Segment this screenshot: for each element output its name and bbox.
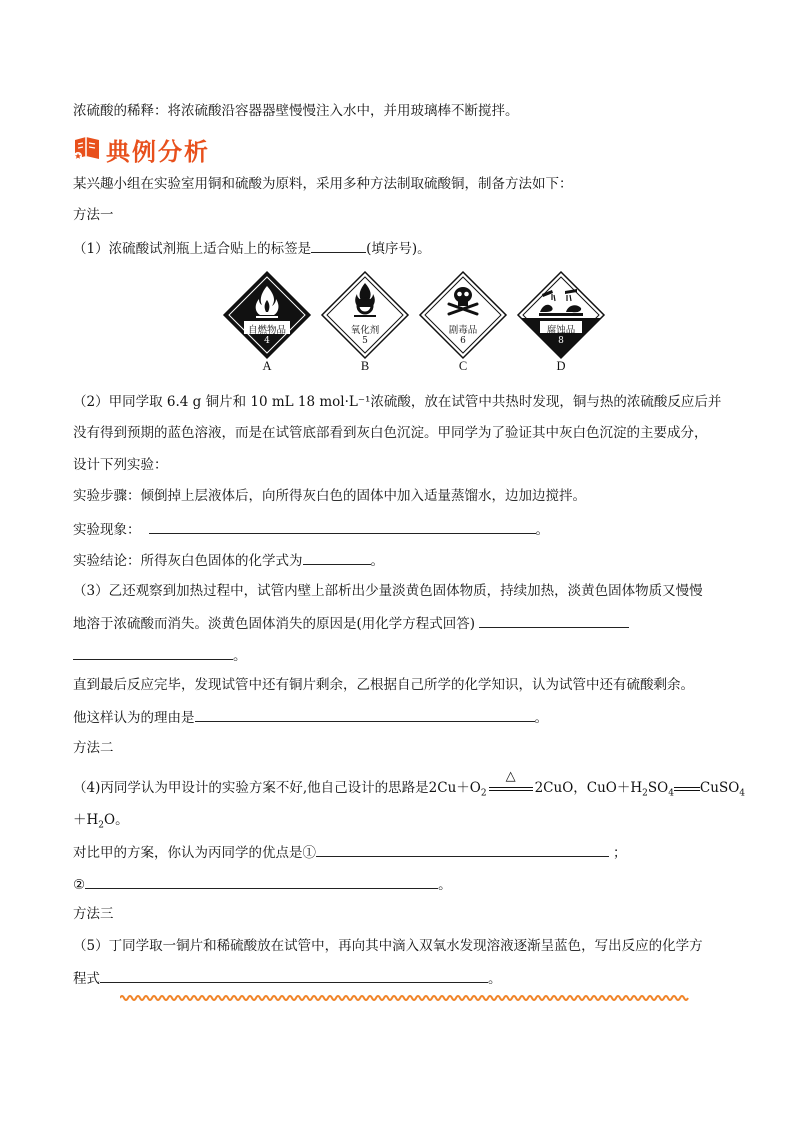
method2-label: 方法二: [73, 740, 114, 756]
book-icon: [72, 135, 102, 163]
q3-line5-text: 他这样认为的理由是: [73, 710, 195, 726]
sign-b-diamond: [320, 270, 410, 360]
sign-a[interactable]: [222, 270, 312, 380]
phenomenon-label: 实验现象：: [73, 522, 141, 538]
advantage-2-blank[interactable]: [85, 873, 438, 889]
phenomenon-period: 。: [535, 522, 549, 538]
q3-period-1: 。: [233, 648, 247, 664]
q2-phenomenon: [73, 518, 549, 540]
sign-d-letter: D: [556, 359, 566, 373]
sign-c-number: 6: [460, 336, 466, 346]
q4-advantage2: [73, 873, 452, 895]
q4-lead: （4)丙同学认为甲设计的实验方案不好,他自己设计的思路是: [73, 780, 429, 796]
sign-d-number: 8: [558, 336, 564, 346]
problem-intro: 某兴趣小组在实验室用铜和硫酸为原料，采用多种方法制取硫酸铜，制备方法如下：: [73, 176, 573, 192]
q4-line1: [73, 768, 745, 804]
sign-b[interactable]: [320, 270, 410, 380]
conclusion-blank[interactable]: [303, 549, 371, 565]
q3-reason-blank[interactable]: [195, 706, 535, 722]
question-1: [73, 237, 431, 259]
q2-conclusion: [73, 549, 384, 571]
section-title: 典例分析: [106, 137, 210, 166]
sign-a-number: 4: [264, 336, 270, 346]
eq2-product: CuSO$_4$: [699, 780, 745, 799]
sign-b-number: 5: [362, 336, 368, 346]
q5-period: 。: [488, 971, 502, 987]
q3-line1: （3）乙还观察到加热过程中，试管内壁上部析出少量淡黄色固体物质，持续加热，淡黄色固体物质又慢慢: [73, 583, 703, 599]
sign-c[interactable]: [418, 270, 508, 380]
q4-compare: [73, 841, 627, 863]
q2-step: 实验步骤：倾倒掉上层液体后，向所得灰白色的固体中加入适量蒸馏水，边加边搅拌。: [73, 488, 586, 504]
circle-2: ②: [73, 877, 86, 893]
sign-d-text: 腐蚀品: [546, 325, 576, 336]
q3-blank-2[interactable]: [73, 644, 233, 660]
q2-line3: 设计下列实验：: [73, 457, 168, 473]
q1-answer-blank[interactable]: [311, 237, 366, 253]
q1-suffix: (填序号)。: [366, 241, 431, 257]
phenomenon-blank[interactable]: [149, 518, 536, 534]
q2-line1: （2）甲同学取 6.4 g 铜片和 10 mL 18 mol·L⁻¹浓硫酸，放在试管中共热时发现，铜与热的浓硫酸反应后并: [73, 394, 722, 410]
sign-c-diamond: [418, 270, 508, 360]
q3-line2-text: 地溶于浓硫酸而消失。淡黄色固体消失的原因是(用化学方程式回答): [73, 616, 476, 632]
advantage-1-blank[interactable]: [316, 841, 609, 857]
sign-d[interactable]: [516, 270, 606, 380]
hazard-signs: [222, 270, 612, 380]
sign-a-text: 自燃物品: [247, 325, 286, 336]
wave-divider: [120, 993, 690, 1003]
q3-blank-1[interactable]: [479, 612, 629, 628]
intro-text: 浓硫酸的稀释：将浓硫酸沿容器器壁慢慢注入水中，并用玻璃棒不断搅拌。: [73, 103, 519, 119]
q3-period-2: 。: [534, 710, 548, 726]
delta-symbol: △: [505, 768, 516, 784]
q2-line2: 没有得到预期的蓝色溶液，而是在试管底部看到灰白色沉淀。甲同学为了验证其中灰白色沉淀的主要成分，: [73, 425, 708, 441]
q4-line2: $+H_2O$。: [73, 812, 129, 831]
q5-line2-text: 程式: [73, 971, 100, 987]
sign-c-letter: C: [458, 359, 468, 373]
q3-line5: [73, 706, 548, 728]
sign-c-text: 剧毒品: [448, 325, 478, 336]
conclusion-period: 。: [370, 553, 384, 569]
eq1-left: $2Cu+O_2$: [428, 780, 487, 799]
advantage-2-period: 。: [438, 877, 452, 893]
sign-d-diamond: [516, 270, 606, 360]
heat-arrow: [489, 768, 533, 796]
conclusion-label: 实验结论：所得灰白色固体的化学式为: [73, 553, 303, 569]
q5-equation-blank[interactable]: [100, 967, 488, 983]
q5-line2: [73, 967, 502, 989]
q3-line4: 直到最后反应完毕，发现试管中还有铜片剩余，乙根据自己所学的化学知识，认为试管中还有硫酸剩余。: [73, 677, 694, 693]
sign-a-letter: A: [262, 359, 272, 373]
compare-semicolon: ；: [613, 845, 627, 861]
q1-text: （1）浓硫酸试剂瓶上适合贴上的标签是: [73, 241, 312, 257]
method1-label: 方法一: [73, 207, 114, 223]
compare-text: 对比甲的方案，你认为丙同学的优点是①: [73, 845, 316, 861]
sign-a-diamond: [222, 270, 312, 360]
q3-line3: [73, 644, 247, 666]
equals-double: [674, 784, 700, 794]
sign-b-text: 氧化剂: [350, 325, 380, 336]
q3-line2: [73, 612, 629, 634]
eq1-right: 2CuO，$CuO+H_2SO_4$: [534, 780, 674, 799]
sign-b-letter: B: [360, 359, 370, 373]
q5-line1: （5）丁同学取一铜片和稀硫酸放在试管中，再向其中滴入双氧水发现溶液逐渐呈蓝色，写出反应的化学方: [73, 938, 703, 954]
method3-label: 方法三: [73, 906, 114, 922]
section-header: [72, 132, 210, 166]
